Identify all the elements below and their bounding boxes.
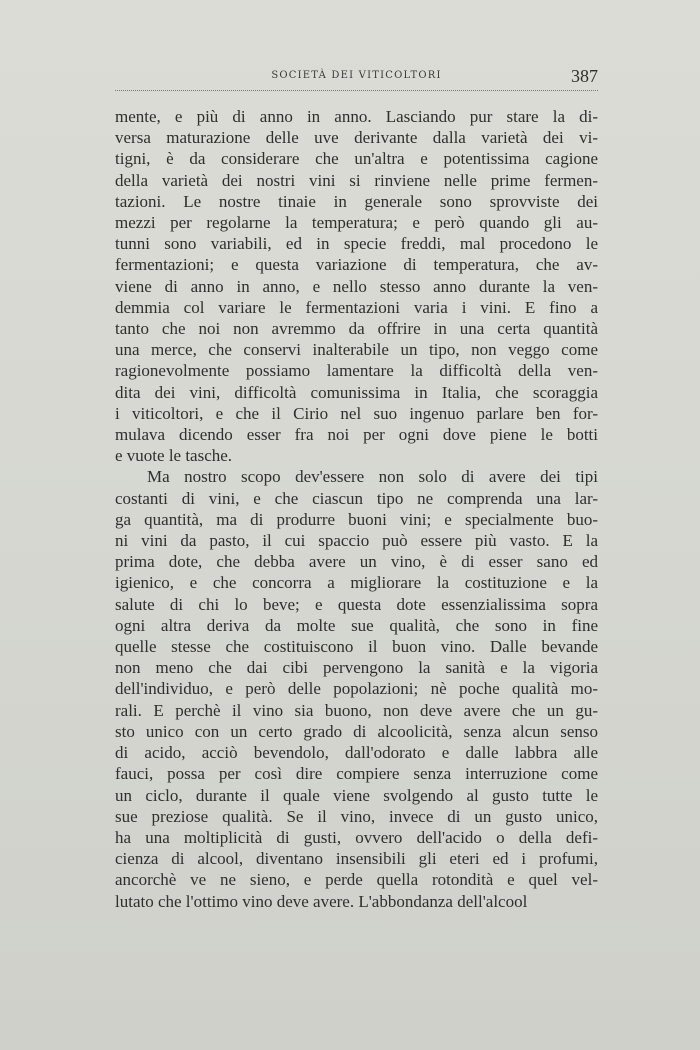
text-line: una merce, che conservi inalterabile un tipo, non veggo come bbox=[115, 340, 598, 360]
text-line: salute di chi lo beve; e questa dote essenzialissima sopra bbox=[115, 594, 598, 614]
text-line: tazioni. Le nostre tinaie in generale sono sprovviste dei bbox=[115, 191, 598, 211]
body-text bbox=[115, 106, 598, 912]
text-line: costanti di vini, e che ciascun tipo ne comprenda una lar- bbox=[115, 488, 598, 508]
text-line: tanto che noi non avremmo da offrire in una certa quantità bbox=[115, 319, 598, 339]
text-line: e vuote le tasche. bbox=[115, 446, 233, 466]
text-line: cienza di alcool, diventano insensibili gli eteri ed i profumi, bbox=[115, 849, 598, 869]
text-line: fauci, possa per così dire compiere senza interruzione come bbox=[115, 764, 598, 784]
paragraph bbox=[115, 466, 598, 911]
text-line: di acido, acciò bevendolo, dall'odorato e dalle labbra alle bbox=[115, 743, 598, 763]
text-line: tigni, è da considerare che un'altra e potentissima cagione bbox=[115, 149, 598, 169]
text-line: ha una moltiplicità di gusti, ovvero dell'acido o della defi- bbox=[115, 827, 598, 847]
text-line: dita dei vini, difficoltà comunissima in Italia, che scoraggia bbox=[115, 382, 598, 402]
text-line: lutato che l'ottimo vino deve avere. L'abbondanza dell'alcool bbox=[115, 891, 528, 911]
text-line: demmia col variare le fermentazioni varia i vini. E fino a bbox=[115, 297, 598, 317]
text-line: igienico, e che concorra a migliorare la costituzione e la bbox=[115, 573, 598, 593]
text-line: mezzi per regolarne la temperatura; e però quando gli au- bbox=[115, 213, 598, 233]
page-header bbox=[115, 62, 598, 91]
text-line: ga quantità, ma di produrre buoni vini; e specialmente buo- bbox=[115, 509, 598, 529]
text-line: tunni sono variabili, ed in specie freddi, mal procedono le bbox=[115, 234, 598, 254]
text-line: dell'individuo, e però delle popolazioni; nè poche qualità mo- bbox=[115, 679, 598, 699]
text-line: fermentazioni; e questa variazione di temperatura, che av- bbox=[115, 255, 598, 275]
text-line: Ma nostro scopo dev'essere non solo di avere dei tipi bbox=[147, 467, 598, 487]
text-line: mulava dicendo esser fra noi per ogni dove piene le botti bbox=[115, 425, 598, 445]
text-line: della varietà dei nostri vini si rinviene nelle prime fermen- bbox=[115, 170, 598, 190]
text-line: versa maturazione delle uve derivante dalla varietà dei vi- bbox=[115, 128, 598, 148]
text-line: sto unico con un certo grado di alcoolicità, senza alcun senso bbox=[115, 721, 598, 741]
page-number: 387 bbox=[571, 66, 598, 86]
text-line: ragionevolmente possiamo lamentare la difficoltà della ven- bbox=[115, 361, 598, 381]
running-head: SOCIETÀ DEI VITICOLTORI bbox=[271, 70, 442, 81]
text-line: ancorchè ve ne sieno, e perde quella rotondità e quel vel- bbox=[115, 870, 598, 890]
text-line: viene di anno in anno, e nello stesso anno durante la ven- bbox=[115, 276, 598, 296]
text-line: i viticoltori, e che il Cirio nel suo ingenuo parlare ben for- bbox=[115, 403, 598, 423]
paragraph bbox=[115, 106, 598, 466]
text-line: sue preziose qualità. Se il vino, invece di un gusto unico, bbox=[115, 806, 598, 826]
text-line: un ciclo, durante il quale viene svolgendo al gusto tutte le bbox=[115, 785, 598, 805]
text-line: quelle stesse che costituiscono il buon vino. Dalle bevande bbox=[115, 637, 598, 657]
text-line: ni vini da pasto, il cui spaccio può essere più vasto. E la bbox=[115, 531, 598, 551]
text-line: mente, e più di anno in anno. Lasciando pur stare la di- bbox=[115, 107, 598, 126]
text-line: non meno che dai cibi pervengono la sanità e la vigoria bbox=[115, 658, 598, 678]
text-line: prima dote, che debba avere un vino, è di esser sano ed bbox=[115, 552, 598, 572]
text-line: rali. E perchè il vino sia buono, non deve avere che un gu- bbox=[115, 700, 598, 720]
text-line: ogni altra deriva da molte sue qualità, che sono in fine bbox=[115, 615, 598, 635]
